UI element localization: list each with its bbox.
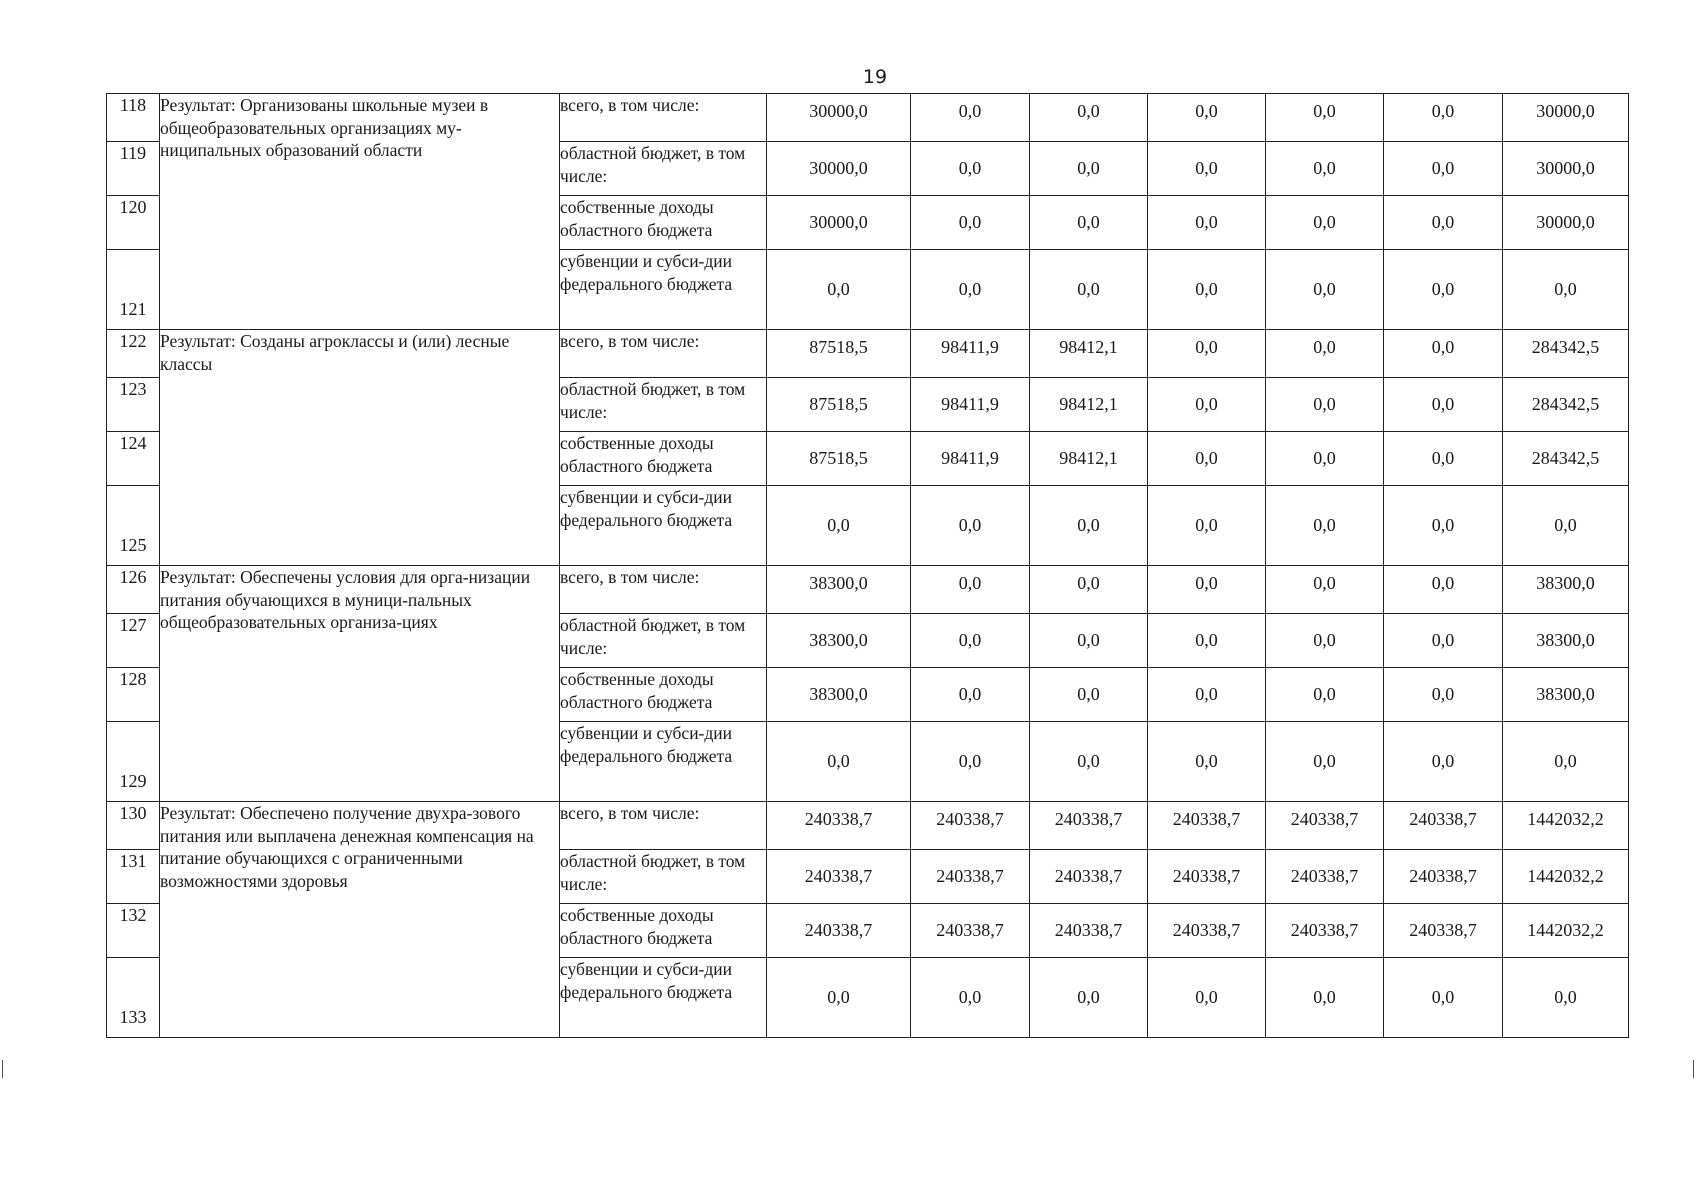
funding-source: собственные доходы областного бюджета xyxy=(560,668,767,722)
value-cell: 240338,7 xyxy=(1384,850,1503,904)
value-cell: 0,0 xyxy=(1266,668,1384,722)
value-cell: 0,0 xyxy=(1148,330,1266,378)
value-cell: 240338,7 xyxy=(1266,904,1384,958)
value-cell: 240338,7 xyxy=(767,850,911,904)
value-cell: 0,0 xyxy=(767,958,911,1038)
value-total: 30000,0 xyxy=(1503,142,1629,196)
row-number: 120 xyxy=(107,196,160,250)
funding-source: областной бюджет, в том числе: xyxy=(560,378,767,432)
funding-source: собственные доходы областного бюджета xyxy=(560,904,767,958)
value-cell: 0,0 xyxy=(767,722,911,802)
value-cell: 0,0 xyxy=(1266,722,1384,802)
value-cell: 0,0 xyxy=(1384,566,1503,614)
value-cell: 0,0 xyxy=(1030,250,1148,330)
value-cell: 240338,7 xyxy=(767,802,911,850)
value-cell: 240338,7 xyxy=(1030,850,1148,904)
value-cell: 0,0 xyxy=(1148,142,1266,196)
value-total: 1442032,2 xyxy=(1503,904,1629,958)
value-cell: 0,0 xyxy=(1030,722,1148,802)
row-number: 125 xyxy=(107,486,160,566)
value-cell: 0,0 xyxy=(1384,378,1503,432)
value-cell: 0,0 xyxy=(1148,94,1266,142)
value-cell: 0,0 xyxy=(1030,486,1148,566)
value-cell: 0,0 xyxy=(1384,486,1503,566)
value-cell: 240338,7 xyxy=(1384,904,1503,958)
funding-source: всего, в том числе: xyxy=(560,94,767,142)
value-cell: 87518,5 xyxy=(767,378,911,432)
value-total: 284342,5 xyxy=(1503,378,1629,432)
funding-source: всего, в том числе: xyxy=(560,566,767,614)
value-cell: 240338,7 xyxy=(1148,802,1266,850)
value-cell: 0,0 xyxy=(767,486,911,566)
value-cell: 98412,1 xyxy=(1030,330,1148,378)
value-cell: 98411,9 xyxy=(911,432,1030,486)
budget-table xyxy=(106,93,1629,1038)
row-number: 129 xyxy=(107,722,160,802)
value-cell: 0,0 xyxy=(1384,142,1503,196)
value-cell: 0,0 xyxy=(1030,566,1148,614)
value-cell: 87518,5 xyxy=(767,330,911,378)
value-cell: 0,0 xyxy=(1266,250,1384,330)
funding-source: всего, в том числе: xyxy=(560,330,767,378)
value-cell: 0,0 xyxy=(1148,378,1266,432)
value-total: 0,0 xyxy=(1503,486,1629,566)
value-cell: 0,0 xyxy=(1148,722,1266,802)
value-cell: 0,0 xyxy=(1148,250,1266,330)
value-cell: 0,0 xyxy=(1384,330,1503,378)
value-cell: 0,0 xyxy=(1148,196,1266,250)
value-cell: 240338,7 xyxy=(911,802,1030,850)
value-cell: 98412,1 xyxy=(1030,378,1148,432)
table-body xyxy=(107,94,1629,1038)
value-cell: 240338,7 xyxy=(767,904,911,958)
value-total: 1442032,2 xyxy=(1503,802,1629,850)
value-cell: 98411,9 xyxy=(911,378,1030,432)
value-cell: 0,0 xyxy=(1030,668,1148,722)
value-cell: 0,0 xyxy=(911,958,1030,1038)
value-cell: 0,0 xyxy=(1148,614,1266,668)
funding-source: областной бюджет, в том числе: xyxy=(560,850,767,904)
value-cell: 240338,7 xyxy=(911,850,1030,904)
table-row xyxy=(107,94,1629,142)
value-total: 0,0 xyxy=(1503,250,1629,330)
funding-source: областной бюджет, в том числе: xyxy=(560,614,767,668)
funding-source: всего, в том числе: xyxy=(560,802,767,850)
value-cell: 0,0 xyxy=(1384,958,1503,1038)
value-total: 0,0 xyxy=(1503,722,1629,802)
table-row xyxy=(107,802,1629,850)
value-cell: 0,0 xyxy=(1266,958,1384,1038)
value-cell: 0,0 xyxy=(1148,958,1266,1038)
value-cell: 0,0 xyxy=(1266,196,1384,250)
value-cell: 0,0 xyxy=(1266,432,1384,486)
value-total: 1442032,2 xyxy=(1503,850,1629,904)
value-cell: 0,0 xyxy=(1266,330,1384,378)
value-cell: 0,0 xyxy=(1266,378,1384,432)
value-cell: 240338,7 xyxy=(1148,850,1266,904)
value-cell: 0,0 xyxy=(1030,614,1148,668)
value-cell: 0,0 xyxy=(1384,668,1503,722)
row-number: 122 xyxy=(107,330,160,378)
value-total: 38300,0 xyxy=(1503,668,1629,722)
value-cell: 0,0 xyxy=(1266,142,1384,196)
value-cell: 240338,7 xyxy=(1030,904,1148,958)
value-total: 38300,0 xyxy=(1503,566,1629,614)
value-cell: 0,0 xyxy=(1148,668,1266,722)
funding-source: субвенции и субси-дии федерального бюджета xyxy=(560,722,767,802)
value-cell: 240338,7 xyxy=(1030,802,1148,850)
value-cell: 0,0 xyxy=(1030,196,1148,250)
table-row xyxy=(107,566,1629,614)
value-cell: 0,0 xyxy=(1266,566,1384,614)
value-cell: 0,0 xyxy=(911,566,1030,614)
value-total: 284342,5 xyxy=(1503,330,1629,378)
value-cell: 0,0 xyxy=(1384,432,1503,486)
row-number: 133 xyxy=(107,958,160,1038)
row-number: 124 xyxy=(107,432,160,486)
value-cell: 0,0 xyxy=(767,250,911,330)
value-cell: 0,0 xyxy=(911,722,1030,802)
value-cell: 0,0 xyxy=(1266,486,1384,566)
funding-source: собственные доходы областного бюджета xyxy=(560,432,767,486)
row-number: 131 xyxy=(107,850,160,904)
row-number: 132 xyxy=(107,904,160,958)
value-cell: 38300,0 xyxy=(767,566,911,614)
row-number: 128 xyxy=(107,668,160,722)
value-cell: 0,0 xyxy=(1030,958,1148,1038)
value-cell: 30000,0 xyxy=(767,94,911,142)
row-number: 130 xyxy=(107,802,160,850)
value-cell: 0,0 xyxy=(1030,142,1148,196)
funding-source: областной бюджет, в том числе: xyxy=(560,142,767,196)
value-cell: 0,0 xyxy=(1384,94,1503,142)
value-cell: 240338,7 xyxy=(1384,802,1503,850)
value-cell: 0,0 xyxy=(1266,94,1384,142)
value-cell: 98412,1 xyxy=(1030,432,1148,486)
value-cell: 0,0 xyxy=(1384,250,1503,330)
value-cell: 0,0 xyxy=(1384,614,1503,668)
funding-source: субвенции и субси-дии федерального бюджета xyxy=(560,486,767,566)
value-cell: 0,0 xyxy=(911,94,1030,142)
table-row xyxy=(107,330,1629,378)
value-cell: 0,0 xyxy=(1030,94,1148,142)
value-cell: 240338,7 xyxy=(911,904,1030,958)
row-number: 127 xyxy=(107,614,160,668)
value-cell: 0,0 xyxy=(911,250,1030,330)
value-cell: 30000,0 xyxy=(767,142,911,196)
scan-edge-mark-right xyxy=(1693,1060,1694,1078)
scan-edge-mark-left xyxy=(2,1060,3,1078)
result-description: Результат: Обеспечено получение двухра-зового питания или выплачена денежная компенсация на питание обучающихся с ограниченными возможностями здоровья xyxy=(160,802,560,1038)
row-number: 126 xyxy=(107,566,160,614)
funding-source: субвенции и субси-дии федерального бюджета xyxy=(560,958,767,1038)
value-cell: 30000,0 xyxy=(767,196,911,250)
value-total: 30000,0 xyxy=(1503,94,1629,142)
value-cell: 0,0 xyxy=(1148,486,1266,566)
row-number: 118 xyxy=(107,94,160,142)
value-cell: 240338,7 xyxy=(1148,904,1266,958)
row-number: 123 xyxy=(107,378,160,432)
value-total: 38300,0 xyxy=(1503,614,1629,668)
value-cell: 0,0 xyxy=(1384,196,1503,250)
value-cell: 0,0 xyxy=(911,668,1030,722)
value-cell: 240338,7 xyxy=(1266,850,1384,904)
result-description: Результат: Обеспечены условия для орга-низации питания обучающихся в муници-пальных общеобразовательных организа-циях xyxy=(160,566,560,802)
value-cell: 87518,5 xyxy=(767,432,911,486)
value-cell: 0,0 xyxy=(911,486,1030,566)
value-cell: 0,0 xyxy=(1384,722,1503,802)
row-number: 121 xyxy=(107,250,160,330)
page-number: 19 xyxy=(862,66,888,88)
value-cell: 240338,7 xyxy=(1266,802,1384,850)
value-cell: 0,0 xyxy=(1148,566,1266,614)
value-cell: 0,0 xyxy=(911,196,1030,250)
value-cell: 0,0 xyxy=(911,614,1030,668)
value-total: 284342,5 xyxy=(1503,432,1629,486)
value-cell: 38300,0 xyxy=(767,614,911,668)
value-cell: 98411,9 xyxy=(911,330,1030,378)
value-cell: 38300,0 xyxy=(767,668,911,722)
value-total: 30000,0 xyxy=(1503,196,1629,250)
row-number: 119 xyxy=(107,142,160,196)
value-cell: 0,0 xyxy=(1266,614,1384,668)
funding-source: субвенции и субси-дии федерального бюджета xyxy=(560,250,767,330)
result-description: Результат: Организованы школьные музеи в общеобразовательных организациях му-ниципальных образований области xyxy=(160,94,560,330)
funding-source: собственные доходы областного бюджета xyxy=(560,196,767,250)
value-total: 0,0 xyxy=(1503,958,1629,1038)
value-cell: 0,0 xyxy=(911,142,1030,196)
result-description: Результат: Созданы агроклассы и (или) лесные классы xyxy=(160,330,560,566)
value-cell: 0,0 xyxy=(1148,432,1266,486)
